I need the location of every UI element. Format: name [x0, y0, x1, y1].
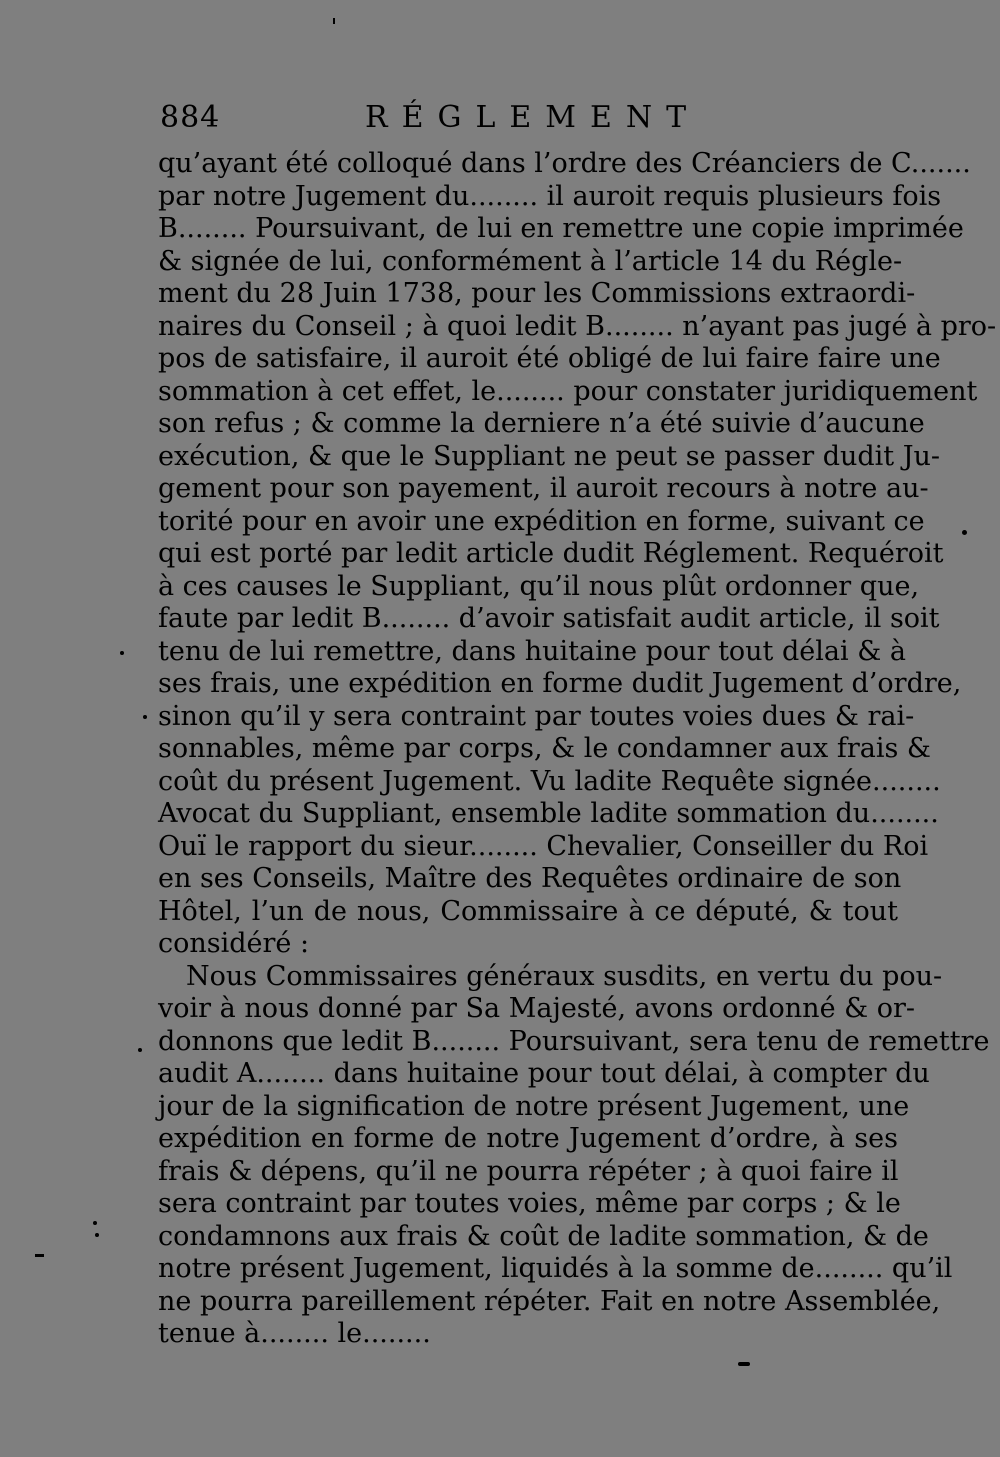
text-line: qu’ayant été colloqué dans l’ordre des Créanciers de C....... [158, 148, 971, 179]
text-line: torité pour en avoir une expédition en forme, suivant ce [158, 505, 925, 537]
text-line: qui est porté par ledit article dudit Réglement. Requéroit [158, 538, 944, 569]
text-line: Ouï le rapport du sieur........ Chevalier, Conseiller du Roi [158, 830, 929, 862]
text-line: ment du 28 Juin 1738, pour les Commissions extraordi- [158, 278, 916, 309]
text-line: sonnables, même par corps, & le condamner aux frais & [158, 733, 931, 764]
text-line: ne pourra pareillement répéter. Fait en notre Assemblée, [158, 1285, 941, 1317]
text-line: naires du Conseil ; à quoi ledit B........ n’ayant pas jugé à pro- [158, 310, 997, 342]
scan-speck [95, 1233, 99, 1237]
scan-speck [120, 651, 124, 655]
scan-speck [333, 18, 335, 24]
text-line: son refus ; & comme la derniere n’a été suivie d’aucune [158, 408, 925, 439]
text-line: considéré : [158, 928, 310, 959]
text-line: Avocat du Suppliant, ensemble ladite sommation du........ [158, 798, 939, 829]
scan-speck [738, 1362, 750, 1366]
running-head: RÉGLEMENT [365, 100, 701, 135]
text-line: condamnons aux frais & coût de ladite sommation, & de [158, 1220, 929, 1252]
text-line: par notre Jugement du........ il auroit requis plusieurs fois [158, 180, 942, 212]
text-line: exécution, & que le Suppliant ne peut se passer dudit Ju- [158, 440, 941, 472]
text-line: ses frais, une expédition en forme dudit Jugement d’ordre, [158, 668, 962, 699]
text-line: faute par ledit B........ d’avoir satisfait audit article, il soit [158, 603, 940, 634]
text-line: pos de satisfaire, il auroit été obligé de lui faire faire une [158, 343, 941, 374]
text-line: Nous Commissaires généraux susdits, en vertu du pou- [186, 960, 943, 992]
text-line: sinon qu’il y sera contraint par toutes voies dues & rai- [158, 700, 915, 732]
text-line: B........ Poursuivant, de lui en remettre une copie imprimée [158, 213, 964, 244]
scan-speck [35, 1254, 44, 1257]
text-line: sera contraint par toutes voies, même par corps ; & le [158, 1188, 901, 1219]
scan-speck [93, 1221, 97, 1225]
scan-speck [143, 715, 147, 719]
text-line: gement pour son payement, il auroit recours à notre au- [158, 473, 929, 504]
text-line: donnons que ledit B........ Poursuivant, sera tenu de remettre [158, 1025, 990, 1057]
text-line: coût du présent Jugement. Vu ladite Requête signée........ [158, 765, 941, 797]
scan-speck [138, 1048, 142, 1052]
page-header [160, 100, 900, 140]
text-line: sommation à cet effet, le........ pour constater juridiquement [158, 375, 978, 407]
page-number: 884 [160, 100, 221, 135]
text-line: tenue à........ le........ [158, 1318, 431, 1349]
body-text [158, 148, 997, 1351]
text-line: expédition en forme de notre Jugement d’ordre, à ses [158, 1123, 898, 1154]
text-line: audit A........ dans huitaine pour tout délai, à compter du [158, 1058, 930, 1089]
text-line: à ces causes le Suppliant, qu’il nous plût ordonner que, [158, 570, 920, 602]
text-line: frais & dépens, qu’il ne pourra répéter ; à quoi faire il [158, 1155, 899, 1187]
text-line: notre présent Jugement, liquidés à la somme de........ qu’il [158, 1253, 953, 1284]
text-line: jour de la signification de notre présent Jugement, une [158, 1090, 910, 1122]
text-line: en ses Conseils, Maître des Requêtes ordinaire de son [158, 863, 902, 894]
text-line: Hôtel, l’un de nous, Commissaire à ce député, & tout [158, 895, 898, 927]
text-line: tenu de lui remettre, dans huitaine pour tout délai & à [158, 635, 906, 667]
text-line: & signée de lui, conformément à l’article 14 du Régle- [158, 245, 903, 277]
text-line: voir à nous donné par Sa Majesté, avons ordonné & or- [158, 993, 916, 1024]
scan-speck [962, 530, 967, 535]
